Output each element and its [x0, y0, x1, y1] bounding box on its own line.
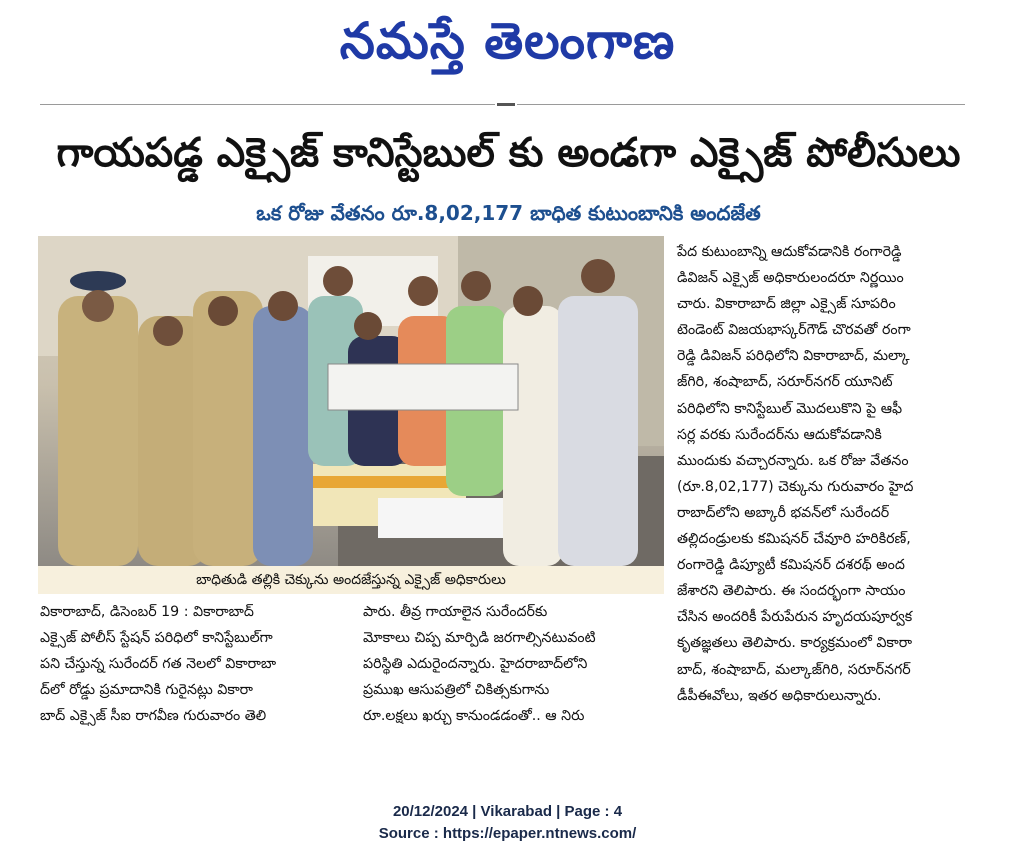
- footer-date-edition: 20/12/2024 | Vikarabad | Page : 4: [392, 803, 623, 820]
- text-line: బాద్, శంషాబాద్, మల్కాజ్‌గిరి, సరూర్‌నగర్: [677, 661, 911, 678]
- article-column-middle: [363, 599, 663, 729]
- footer-source-link[interactable]: Source : https://epaper.ntnews.com/: [378, 825, 637, 842]
- text-line: పరిస్థితి ఎదురైందన్నారు. హైదరాబాద్‌లోని: [363, 656, 588, 673]
- masthead: [0, 4, 1015, 78]
- text-line: పేద కుటుంబాన్ని ఆదుకోవడానికి రంగారెడ్డి: [677, 244, 902, 260]
- article-column-right: [677, 239, 964, 709]
- article-headline: గాయపడ్డ ఎక్సైజ్ కానిస్టేబుల్ కు అండగా ఎక్సైజ్ పోలీసులు: [56, 130, 961, 176]
- text-line: చారు. వికారాబాద్ జిల్లా ఎక్సైజ్ సూపరిం: [677, 296, 896, 313]
- text-line: బాద్ ఎక్సైజ్ సీఐ రాగవీణ గురువారం తెలి: [40, 708, 267, 725]
- text-line: చేసిన అందరికీ పేరుపేరున హృదయపూర్వక: [677, 609, 913, 626]
- text-line: కృతజ్ఞతలు తెలిపారు. కార్యక్రమంలో వికారా: [677, 635, 913, 652]
- text-line: రాబాద్‌లోని అబ్కారీ భవన్‌లో సురేందర్: [677, 504, 890, 521]
- text-line: పరిధిలోని కానిస్టేబుల్ మొదలుకొని పై ఆఫీ: [677, 400, 903, 417]
- text-line: మోకాలు చిప్ప మార్పిడి జరగాల్సినటువంటి: [363, 630, 596, 647]
- text-line: (రూ.8,02,177) చెక్కును గురువారం హైద: [677, 478, 914, 495]
- text-line: డీపీఈవోలు, ఇతర అధికారులున్నారు.: [677, 687, 882, 704]
- text-line: జ్‌గిరి, శంషాబాద్, సరూర్‌నగర్ యూనిట్: [677, 374, 893, 391]
- article-column-left: [40, 599, 337, 729]
- text-line: ద్‌లో రోడ్డు ప్రమాదానికి గురైనట్లు వికారా: [40, 682, 253, 699]
- text-line: ప్రముఖ ఆసుపత్రిలో చికిత్సకుగాను: [363, 682, 550, 699]
- text-line: రూ.లక్షలు ఖర్చు కానుండడంతో.. ఆ నిరు: [363, 708, 585, 725]
- text-line: జేశారని తెలిపారు. ఈ సందర్భంగా సాయం: [677, 583, 906, 600]
- text-line: టెండెంట్ విజయభాస్కర్‌గౌడ్ చొరవతో రంగా: [677, 322, 911, 339]
- news-photo-illustration: [38, 236, 664, 566]
- masthead-title: నమస్తే తెలంగాణ: [339, 12, 676, 70]
- text-line: వికారాబాద్, డిసెంబర్ 19 : వికారాబాద్: [40, 604, 254, 620]
- text-line: రెడ్డి డివిజన్ పరిధిలోని వికారాబాద్, మల్కా: [677, 348, 910, 365]
- divider-mark: [495, 101, 517, 108]
- text-line: తల్లిదండ్రులకు కమిషనర్ చేవూరి హరికిరణ్,: [677, 531, 911, 548]
- text-line: ముందుకు వచ్చారన్నారు. ఒక రోజు వేతనం: [677, 452, 909, 469]
- article-subheadline: ఒక రోజు వేతనం రూ.8,02,177 బాధిత కుటుంబానికి అందజేత: [256, 201, 761, 225]
- text-line: పని చేస్తున్న సురేందర్ గత నెలలో వికారాబా: [40, 656, 277, 673]
- text-line: పారు. తీవ్ర గాయాలైన సురేందర్‌కు: [363, 604, 548, 620]
- text-line: రంగారెడ్డి డిప్యూటీ కమిషనర్ దశరథ్ అంద: [677, 557, 905, 574]
- photo-caption: బాధితుడి తల్లికి చెక్కును అందజేస్తున్న ఎక్సైజ్ అధికారులు: [38, 566, 664, 594]
- text-line: డివిజన్ ఎక్సైజ్ అధికారులందరూ నిర్ణయిం: [677, 270, 904, 287]
- text-line: ఎక్సైజ్ పోలీస్ స్టేషన్ పరిధిలో కానిస్టేబుల్‌గా: [40, 630, 273, 647]
- news-photo: [38, 236, 664, 566]
- text-line: సర్ల వరకు సురేందర్‌ను ఆదుకోవడానికి: [677, 426, 882, 443]
